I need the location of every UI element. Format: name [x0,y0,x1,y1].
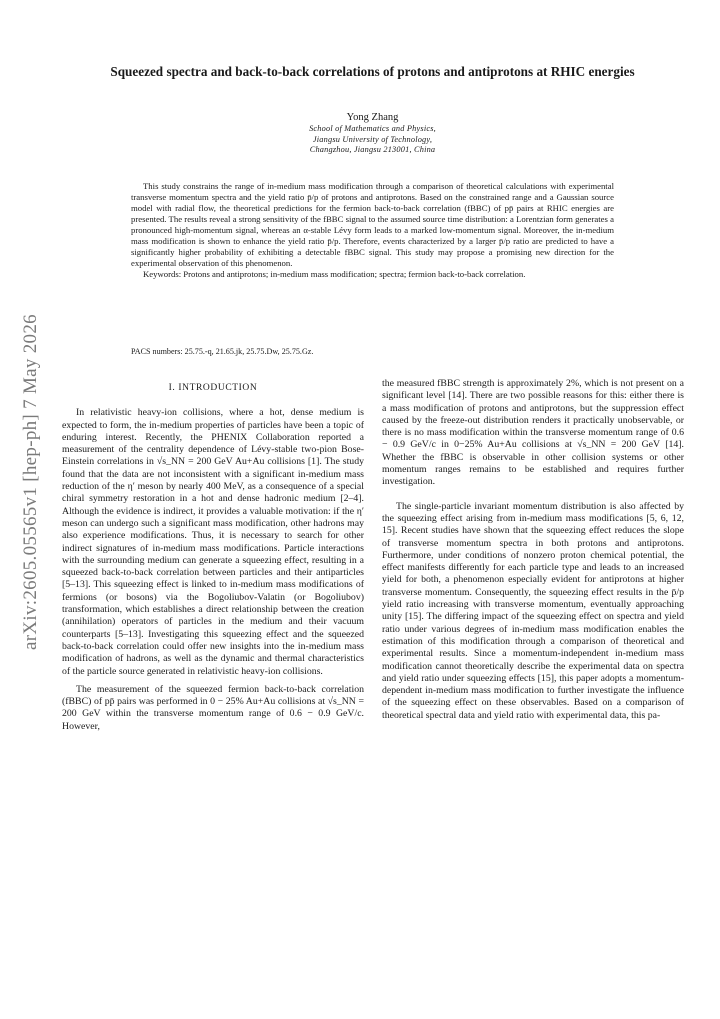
intro-paragraph-1: In relativistic heavy-ion collisions, where a hot, dense medium is expected to form, the in-medium properties of particles have been a topic of enduring interest. Recently, the PHENIX Collaboration reported a measurement of the centrality dependence of Lévy-stable two-pion Bose-Einstein correlations in √s_NN = 200 GeV Au+Au collisions [1]. The study found that the data are not inconsistent with a significant in-medium mass reduction of the η′ meson by nearly 400 MeV, as a consequence of a special chiral symmetry restoration in a hot and dense hadronic medium [2–4]. Although the evidence is indirect, it provides a valuable motivation: if the η′ meson can undergo such a significant mass modification, other hadrons may also experience modifications. Thus, it is necessary to search for other indirect signatures of in-medium mass modifications. Particle interactions with the surrounding medium can generate a squeezing effect, resulting in a squeezed back-to-back correlation between particles and their antiparticles [5–13]. This squeezing effect is linked to in-medium mass modifications of fermions (or bosons) via the Bogoliubov-Valatin (or Bogoliubov) transformation, which establishes a direct relationship between the creation (annihilation) operators of particles in the medium and their vacuum counterparts [5–13]. Investigating this squeezing effect and the squeezed back-to-back correlation could offer new insights into the in-medium mass modification of hadrons, as well as the dynamic and thermal characteristics of the particle source generated in relativistic heavy-ion collisions. [62,407,364,677]
left-column [62,378,364,733]
section-heading: I. INTRODUCTION [168,383,258,393]
affiliation-line-3: Changzhou, Jiangsu 213001, China [309,145,436,154]
author-block [60,111,685,156]
author-name: Yong Zhang [346,112,399,123]
keywords: Keywords: Protons and antiprotons; in-medium mass modification; spectra; fermion back-to-back correlation. [143,269,526,280]
intro-paragraph-2: The measurement of the squeezed fermion back-to-back correlation (fBBC) of pp̄ pairs was performed in 0 − 25% Au+Au collisions at √s_NN = 200 GeV within the transverse momentum range of 0.6 − 0.9 GeV/c. However, [62,683,364,732]
paper-title: Squeezed spectra and back-to-back correlations of protons and antiprotons at RHIC energies [110,64,635,79]
abstract [131,181,614,280]
intro-paragraph-3: the measured fBBC strength is approximately 2%, which is not present on a significant level [14]. There are two possible reasons for this: either there is a mass modification of protons and antiprotons, but the suppression effect caused by the freeze-out distribution renders it practically unobservable, or there is no mass modification within the transverse momentum range of 0.6 − 0.9 GeV/c in 0−25% Au+Au collisions at √s_NN = 200 GeV [14]. Whether the fBBC is observable in other collision systems or other momentum ranges remains to be established and requires further investigation. [382,378,684,488]
right-column [382,378,684,722]
affiliation-line-2: Jiangsu University of Technology, [312,134,433,144]
pacs-numbers: PACS numbers: 25.75.-q, 21.65.jk, 25.75.Dw, 25.75.Gz. [131,347,314,356]
abstract-text: This study constrains the range of in-medium mass modification through a comparison of theoretical calculations with experimental transverse momentum spectra and the yield ratio p̄/p of protons and antiprotons. Based on the constrained range and a Gaussian source model with radial flow, the theoretical predictions for the fermion back-to-back correlation (fBBC) of pp̄ pairs at RHIC energies are presented. The results reveal a strong sensitivity of the fBBC signal to the assumed source time distribution: a Lorentzian form generates a pronounced high-momentum signal, whereas an α-stable Lévy form leads to a marked low-momentum signal. Moreover, the in-medium mass modification is shown to enhance the yield ratio p̄/p. Therefore, events characterized by a larger p̄/p ratio are predicted to have a significantly higher probability of exhibiting a detectable fBBC signal. This study may propose a promising new direction for the experimental observation of this phenomenon. [131,181,614,269]
affiliation-line-1: School of Mathematics and Physics, [309,124,436,133]
intro-paragraph-4: The single-particle invariant momentum distribution is also affected by the squeezing effect arising from in-medium mass modifications [5, 6, 12, 15]. Recent studies have shown that the squeezing effect reduces the slope of transverse momentum spectra in both protons and antiprotons. Furthermore, under conditions of nonzero proton chemical potential, the effect manifests differently for each particle type and leads to an increased yield for both, a phenomenon especially evident for antiprotons at higher transverse momentum. Consequently, the squeezing effect results in the p̄/p yield ratio increasing with transverse momentum, eventually approaching unity [15]. The differing impact of the squeezing effect on spectra and yield ratio under various degrees of in-medium mass modification enables the estimation of this modification through a comparison of theoretical and experimental results. Since a momentum-independent in-medium mass modification cannot theoretically describe the experimental data on spectra and yield ratio under squeezing effects [15], this paper adopts a momentum-dependent in-medium mass modification to further investigate the influence of the squeezing effect on these observables. Based on a comparison of theoretical spectral data and yield ratio with experimental data, this pa- [382,500,684,721]
arxiv-identifier-stamp: arXiv:2605.05565v1 [hep-ph] 7 May 2026 [20,314,41,650]
